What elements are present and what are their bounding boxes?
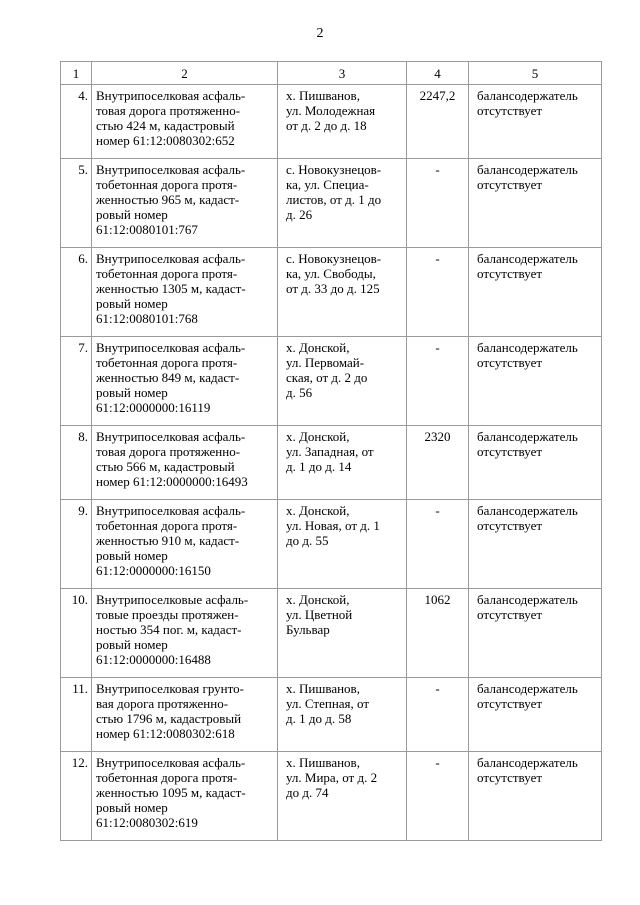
object-value: - — [407, 678, 469, 752]
header-col-3: 3 — [278, 62, 407, 85]
table-row — [61, 248, 602, 337]
table-row — [61, 589, 602, 678]
object-address: х. Пишванов, ул. Мира, от д. 2 до д. 74 — [278, 752, 407, 841]
table-row — [61, 337, 602, 426]
balance-holder: балансодержатель отсутствует — [469, 426, 602, 500]
row-number: 9. — [61, 500, 92, 589]
row-number: 4. — [61, 85, 92, 159]
object-value: - — [407, 248, 469, 337]
object-name: Внутрипоселковая асфаль- тобетонная дорога протя- женностью 910 м, кадаст- ровый номер 61:12:0000000:16150 — [92, 500, 278, 589]
page-number: 2 — [316, 26, 324, 41]
row-number: 10. — [61, 589, 92, 678]
object-address: х. Донской, ул. Цветной Бульвар — [278, 589, 407, 678]
object-value: - — [407, 159, 469, 248]
table-row — [61, 426, 602, 500]
object-value: 1062 — [407, 589, 469, 678]
row-number: 6. — [61, 248, 92, 337]
balance-holder: балансодержатель отсутствует — [469, 248, 602, 337]
object-address: с. Новокузнецов- ка, ул. Свободы, от д. 33 до д. 125 — [278, 248, 407, 337]
object-name: Внутрипоселковая асфаль- товая дорога протяженно- стью 566 м, кадастровый номер 61:12:0000000:16493 — [92, 426, 278, 500]
object-value: 2247,2 — [407, 85, 469, 159]
object-name: Внутрипоселковая асфаль- тобетонная дорога протя- женностью 1095 м, кадаст- ровый номер 61:12:0080302:619 — [92, 752, 278, 841]
object-name: Внутрипоселковая грунто- вая дорога протяженно- стью 1796 м, кадастровый номер 61:12:0080302:618 — [92, 678, 278, 752]
balance-holder: балансодержатель отсутствует — [469, 337, 602, 426]
header-col-4: 4 — [407, 62, 469, 85]
object-name: Внутрипоселковые асфаль- товые проезды протяжен- ностью 354 пог. м, кадаст- ровый номер 61:12:0000000:16488 — [92, 589, 278, 678]
table-row — [61, 752, 602, 841]
balance-holder: балансодержатель отсутствует — [469, 500, 602, 589]
balance-holder: балансодержатель отсутствует — [469, 678, 602, 752]
row-number: 12. — [61, 752, 92, 841]
row-number: 11. — [61, 678, 92, 752]
header-col-5: 5 — [469, 62, 602, 85]
table-header-row — [61, 62, 602, 85]
table-row — [61, 500, 602, 589]
table-row — [61, 678, 602, 752]
object-name: Внутрипоселковая асфаль- тобетонная дорога протя- женностью 965 м, кадаст- ровый номер 61:12:0080101:767 — [92, 159, 278, 248]
balance-holder: балансодержатель отсутствует — [469, 85, 602, 159]
object-name: Внутрипоселковая асфаль- тобетонная дорога протя- женностью 1305 м, кадаст- ровый номер 61:12:0080101:768 — [92, 248, 278, 337]
object-address: х. Донской, ул. Западная, от д. 1 до д. 14 — [278, 426, 407, 500]
object-value: - — [407, 337, 469, 426]
table-row — [61, 159, 602, 248]
balance-holder: балансодержатель отсутствует — [469, 752, 602, 841]
row-number: 5. — [61, 159, 92, 248]
balance-holder: балансодержатель отсутствует — [469, 589, 602, 678]
balance-holder: балансодержатель отсутствует — [469, 159, 602, 248]
object-address: х. Донской, ул. Первомай- ская, от д. 2 до д. 56 — [278, 337, 407, 426]
row-number: 7. — [61, 337, 92, 426]
object-value: - — [407, 752, 469, 841]
header-col-1: 1 — [61, 62, 92, 85]
object-value: - — [407, 500, 469, 589]
object-name: Внутрипоселковая асфаль- товая дорога протяженно- стью 424 м, кадастровый номер 61:12:0080302:652 — [92, 85, 278, 159]
object-address: с. Новокузнецов- ка, ул. Специа- листов, от д. 1 до д. 26 — [278, 159, 407, 248]
object-value: 2320 — [407, 426, 469, 500]
object-address: х. Донской, ул. Новая, от д. 1 до д. 55 — [278, 500, 407, 589]
object-name: Внутрипоселковая асфаль- тобетонная дорога протя- женностью 849 м, кадаст- ровый номер 61:12:0000000:16119 — [92, 337, 278, 426]
object-address: х. Пишванов, ул. Степная, от д. 1 до д. 58 — [278, 678, 407, 752]
object-address: х. Пишванов, ул. Молодежная от д. 2 до д. 18 — [278, 85, 407, 159]
row-number: 8. — [61, 426, 92, 500]
table-row — [61, 85, 602, 159]
header-col-2: 2 — [92, 62, 278, 85]
roads-table — [60, 61, 602, 841]
